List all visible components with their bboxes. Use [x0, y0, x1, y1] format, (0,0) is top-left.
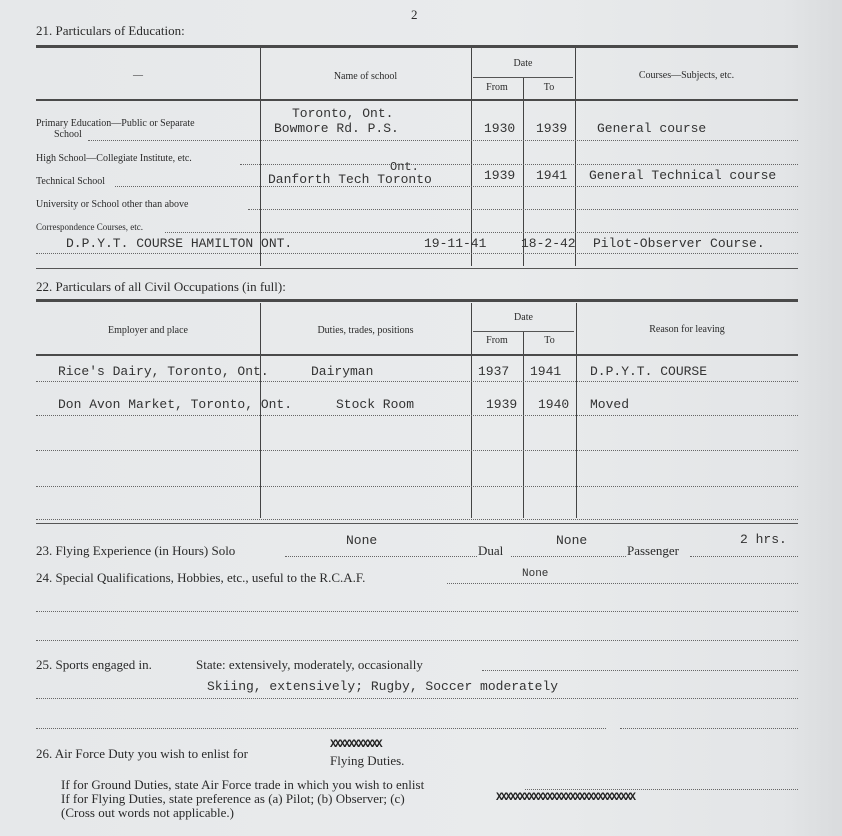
header-date: Date [513, 58, 533, 69]
cross-out-note: (Cross out words not applicable.) [61, 805, 234, 820]
occupation-to: 1940 [538, 397, 570, 412]
field-line [36, 486, 798, 487]
field-line [36, 698, 798, 699]
divider [473, 331, 574, 332]
row-label-primary: Primary Education—Public or Separate [36, 118, 195, 129]
row-label-technical: Technical School [36, 176, 105, 187]
field-line [482, 670, 798, 671]
header-to: To [543, 82, 555, 93]
correspondence-courses: Pilot-Observer Course. [593, 236, 765, 251]
correspondence-entry: D.P.Y.T. COURSE HAMILTON ONT. [66, 236, 293, 251]
crossed-out-ground-duties: XXXXXXXXXXX [330, 739, 381, 751]
field-line [36, 381, 798, 382]
technical-school-name: Danforth Tech Toronto [268, 172, 432, 187]
solo-hours: None [346, 533, 378, 548]
section-21-title: 21. Particulars of Education: [36, 23, 185, 38]
passenger-label: Passenger [627, 543, 679, 558]
page-number: 2 [411, 7, 418, 22]
header-employer: Employer and place [108, 325, 188, 336]
field-line [690, 556, 798, 557]
section-22-title: 22. Particulars of all Civil Occupations (in full): [36, 279, 286, 294]
dual-hours: None [556, 533, 588, 548]
field-line [36, 415, 798, 416]
ground-duties-instruction: If for Ground Duties, state Air Force trade in which you wish to enlist [61, 777, 425, 792]
occupation-reason: Moved [590, 397, 630, 412]
header-school: Name of school [333, 71, 398, 82]
field-line [36, 450, 798, 451]
field-line [115, 186, 798, 187]
field-line [36, 253, 798, 254]
row-label-university: University or School other than above [36, 199, 189, 210]
divider [36, 299, 798, 302]
passenger-hours: 2 hrs. [740, 532, 787, 547]
flying-duties-instruction: If for Flying Duties, state preference as (a) Pilot; (b) Observer; (c) [61, 791, 405, 806]
occupation-duties: Dairyman [311, 364, 374, 379]
occupation-employer: Don Avon Market, Toronto, Ont. [58, 397, 293, 412]
section-25-label: 25. Sports engaged in. [36, 657, 152, 672]
header-duties: Duties, trades, positions [317, 325, 414, 336]
row-label-high-school: High School—Collegiate Institute, etc. [36, 153, 192, 164]
correspondence-to: 18-2-42 [521, 236, 576, 251]
field-line [36, 519, 798, 520]
divider [36, 99, 798, 101]
divider [36, 45, 798, 48]
technical-to: 1941 [536, 168, 568, 183]
primary-school-city: Toronto, Ont. [292, 106, 394, 121]
occupation-from: 1939 [486, 397, 518, 412]
section-26-label: 26. Air Force Duty you wish to enlist for [36, 746, 248, 761]
dual-label: Dual [478, 543, 504, 558]
divider [36, 523, 798, 524]
divider [473, 77, 573, 78]
section-23-label: 23. Flying Experience (in Hours) Solo [36, 543, 236, 558]
technical-from: 1939 [484, 168, 516, 183]
column-divider [471, 48, 472, 266]
occupation-employer: Rice's Dairy, Toronto, Ont. [58, 364, 269, 379]
column-divider [523, 332, 524, 518]
field-line [248, 209, 798, 210]
field-line [165, 232, 798, 233]
row-label-correspondence: Correspondence Courses, etc. [36, 222, 143, 232]
field-line [240, 164, 798, 165]
occupation-reason: D.P.Y.T. COURSE [590, 364, 708, 379]
header-reason: Reason for leaving [649, 324, 725, 335]
occupation-to: 1941 [530, 364, 562, 379]
technical-school-province: Ont. [390, 160, 419, 174]
field-line [36, 611, 798, 612]
occupation-from: 1937 [478, 364, 510, 379]
section-24-label: 24. Special Qualifications, Hobbies, etc., useful to the R.C.A.F. [36, 570, 366, 585]
field-line [620, 728, 798, 729]
primary-to: 1939 [536, 121, 568, 136]
field-line [525, 789, 798, 790]
crossed-out-preferences: XXXXXXXXXXXXXXXXXXXXXXXXXXXXXX [496, 792, 635, 804]
divider [36, 354, 798, 356]
flying-duties-option: Flying Duties. [330, 753, 405, 768]
header-category: — [133, 70, 143, 81]
occupation-duties: Stock Room [336, 397, 415, 412]
header-from: From [486, 335, 508, 346]
sports-instruction: State: extensively, moderately, occasionally [196, 657, 423, 672]
field-line [36, 728, 606, 729]
row-label-primary-2: School [54, 129, 82, 140]
header-from: From [486, 82, 508, 93]
field-line [511, 556, 626, 557]
special-qualifications-value: None [522, 568, 549, 580]
field-line [88, 140, 798, 141]
primary-courses: General course [597, 121, 707, 136]
field-line [285, 556, 477, 557]
primary-from: 1930 [484, 121, 516, 136]
field-line [447, 583, 798, 584]
correspondence-from: 19-11-41 [424, 236, 487, 251]
field-line [36, 640, 798, 641]
sports-value: Skiing, extensively; Rugby, Soccer moderately [207, 679, 559, 694]
header-to: To [544, 335, 555, 346]
technical-courses: General Technical course [589, 168, 777, 183]
header-courses: Courses—Subjects, etc. [638, 70, 735, 81]
primary-school-name: Bowmore Rd. P.S. [274, 121, 399, 136]
header-date: Date [514, 312, 533, 323]
divider [36, 268, 798, 269]
